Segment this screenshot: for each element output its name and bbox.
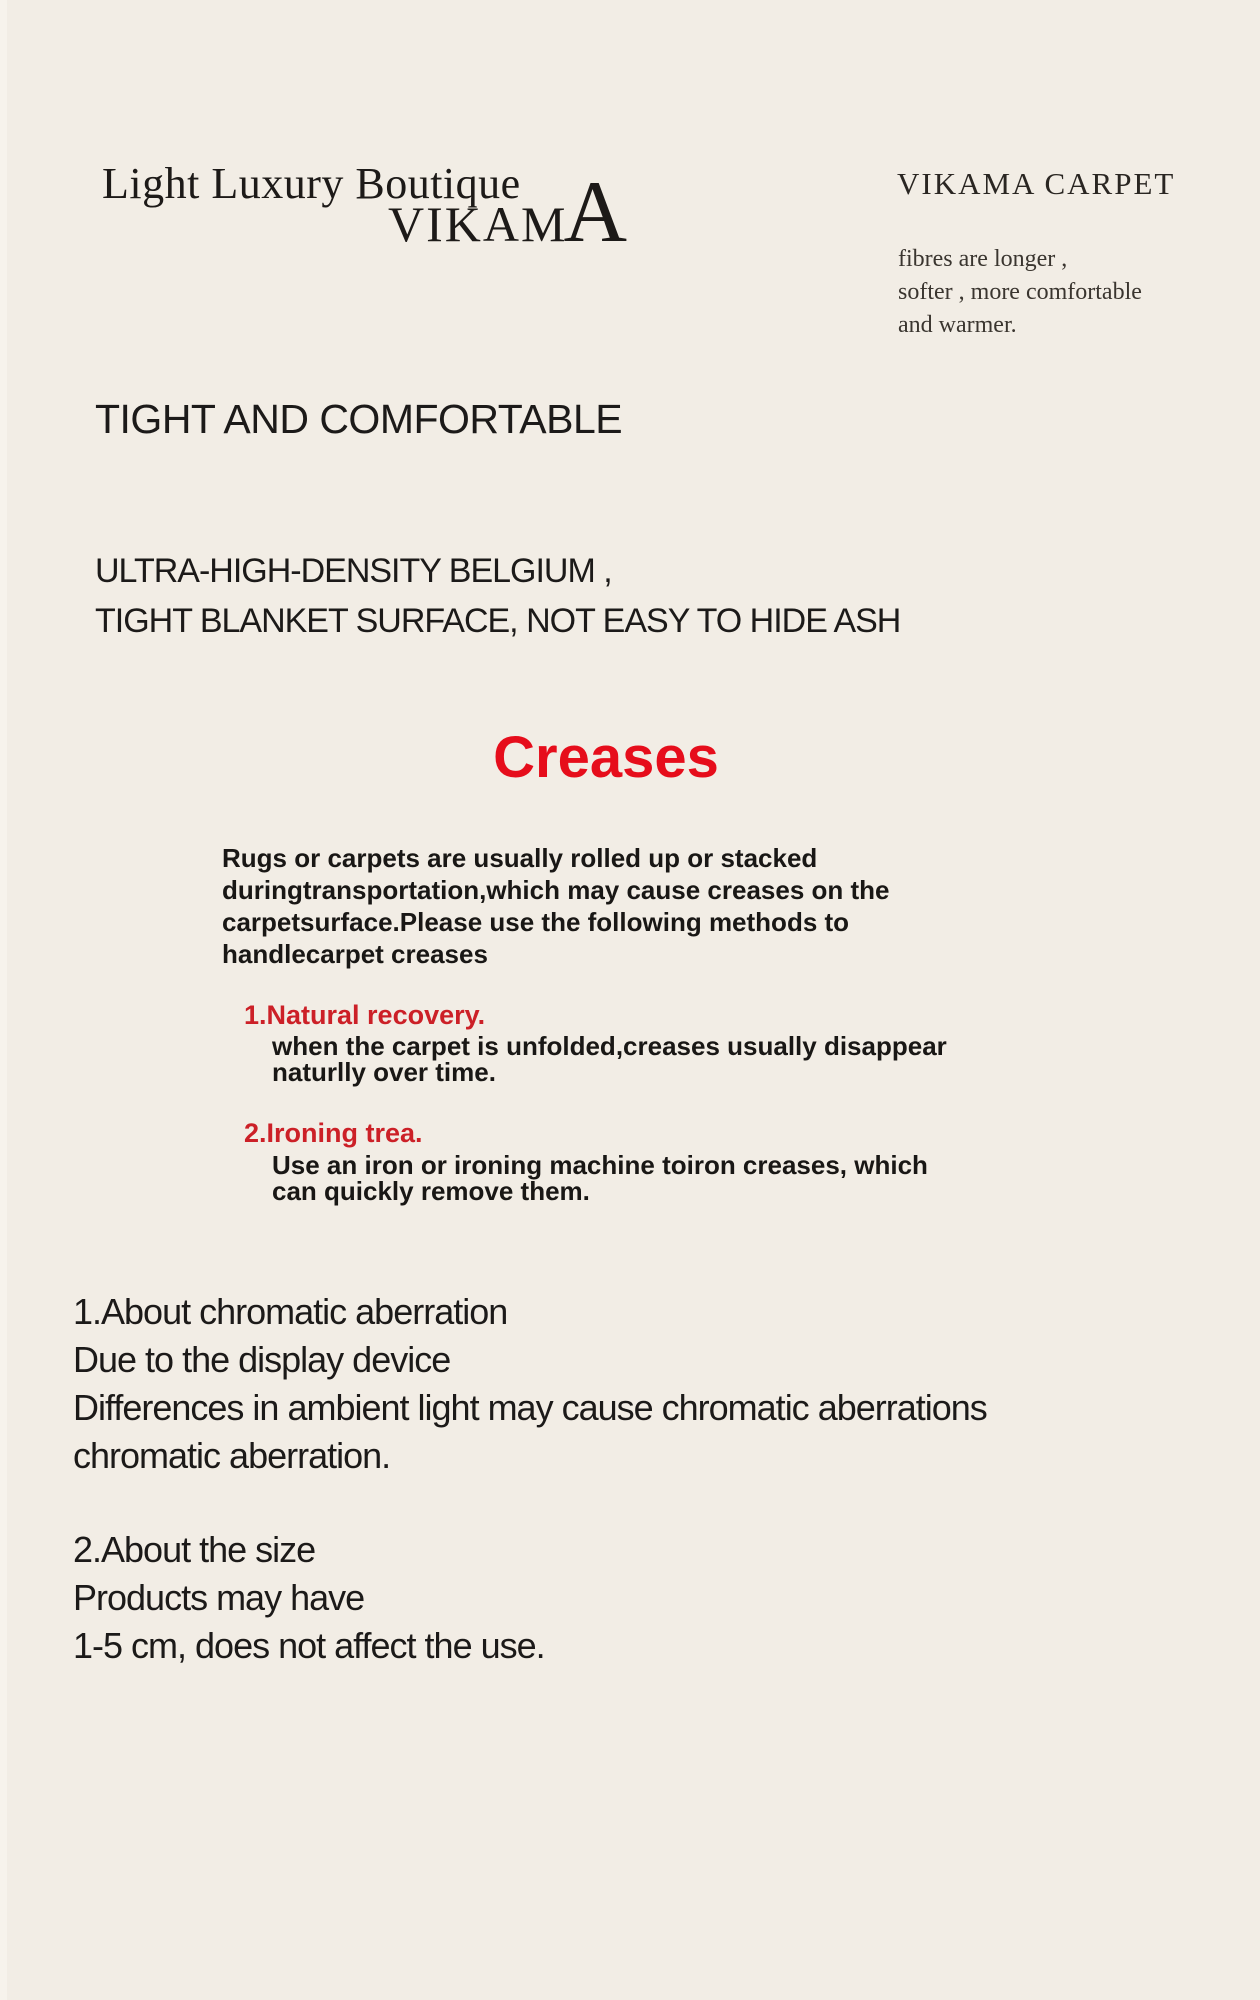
creases-item-2-body-line: can quickly remove them.	[272, 1176, 590, 1206]
note-line: chromatic aberration.	[73, 1435, 391, 1476]
brand-logo-accent-letter: A	[563, 164, 627, 261]
side-note-line: and warmer.	[898, 312, 1017, 338]
creases-item-1-body-line: naturlly over time.	[272, 1057, 496, 1087]
side-note-title: VIKAMA CARPET	[897, 166, 1176, 201]
side-note-line: fibres are longer ,	[898, 246, 1068, 272]
creases-intro-line: handlecarpet creases	[222, 939, 488, 969]
main-headline: TIGHT AND COMFORTABLE	[95, 396, 623, 442]
side-note-text	[898, 243, 1142, 342]
creases-item-1-body	[272, 1033, 947, 1085]
sub-headline-line: ULTRA-HIGH-DENSITY BELGIUM ,	[95, 552, 612, 590]
brand-logo	[388, 162, 627, 263]
note-line: 2.About the size	[73, 1529, 316, 1570]
side-note-line: softer , more comfortable	[898, 279, 1142, 305]
creases-item-2-body-line: Use an iron or ironing machine toiron creases, which	[272, 1150, 928, 1180]
note-line: 1.About chromatic aberration	[73, 1291, 508, 1332]
brand-logo-text: VIKAM	[388, 196, 568, 252]
note-chromatic-aberration	[73, 1288, 987, 1480]
left-edge-strip	[0, 0, 7, 2000]
sub-headline	[95, 546, 900, 646]
note-line: Due to the display device	[73, 1339, 451, 1380]
note-size	[73, 1526, 545, 1670]
creases-intro-paragraph	[222, 842, 890, 970]
creases-item-1-title: 1.Natural recovery.	[244, 1000, 486, 1030]
creases-item-1-body-line: when the carpet is unfolded,creases usually disappear	[272, 1031, 947, 1061]
creases-intro-line: Rugs or carpets are usually rolled up or stacked	[222, 843, 818, 873]
creases-section-title: Creases	[493, 725, 719, 790]
sub-headline-line: TIGHT BLANKET SURFACE, NOT EASY TO HIDE ASH	[95, 602, 901, 640]
creases-intro-line: carpetsurface.Please use the following methods to	[222, 907, 850, 937]
note-line: Differences in ambient light may cause chromatic aberrations	[73, 1387, 987, 1428]
creases-intro-line: duringtransportation,which may cause creases on the	[222, 875, 890, 905]
creases-item-2-title: 2.Ironing trea.	[244, 1118, 423, 1148]
note-line: Products may have	[73, 1577, 365, 1618]
creases-item-2-body	[272, 1152, 928, 1204]
brand-tagline: Light Luxury Boutique	[102, 159, 521, 208]
note-line: 1-5 cm, does not affect the use.	[73, 1625, 545, 1666]
